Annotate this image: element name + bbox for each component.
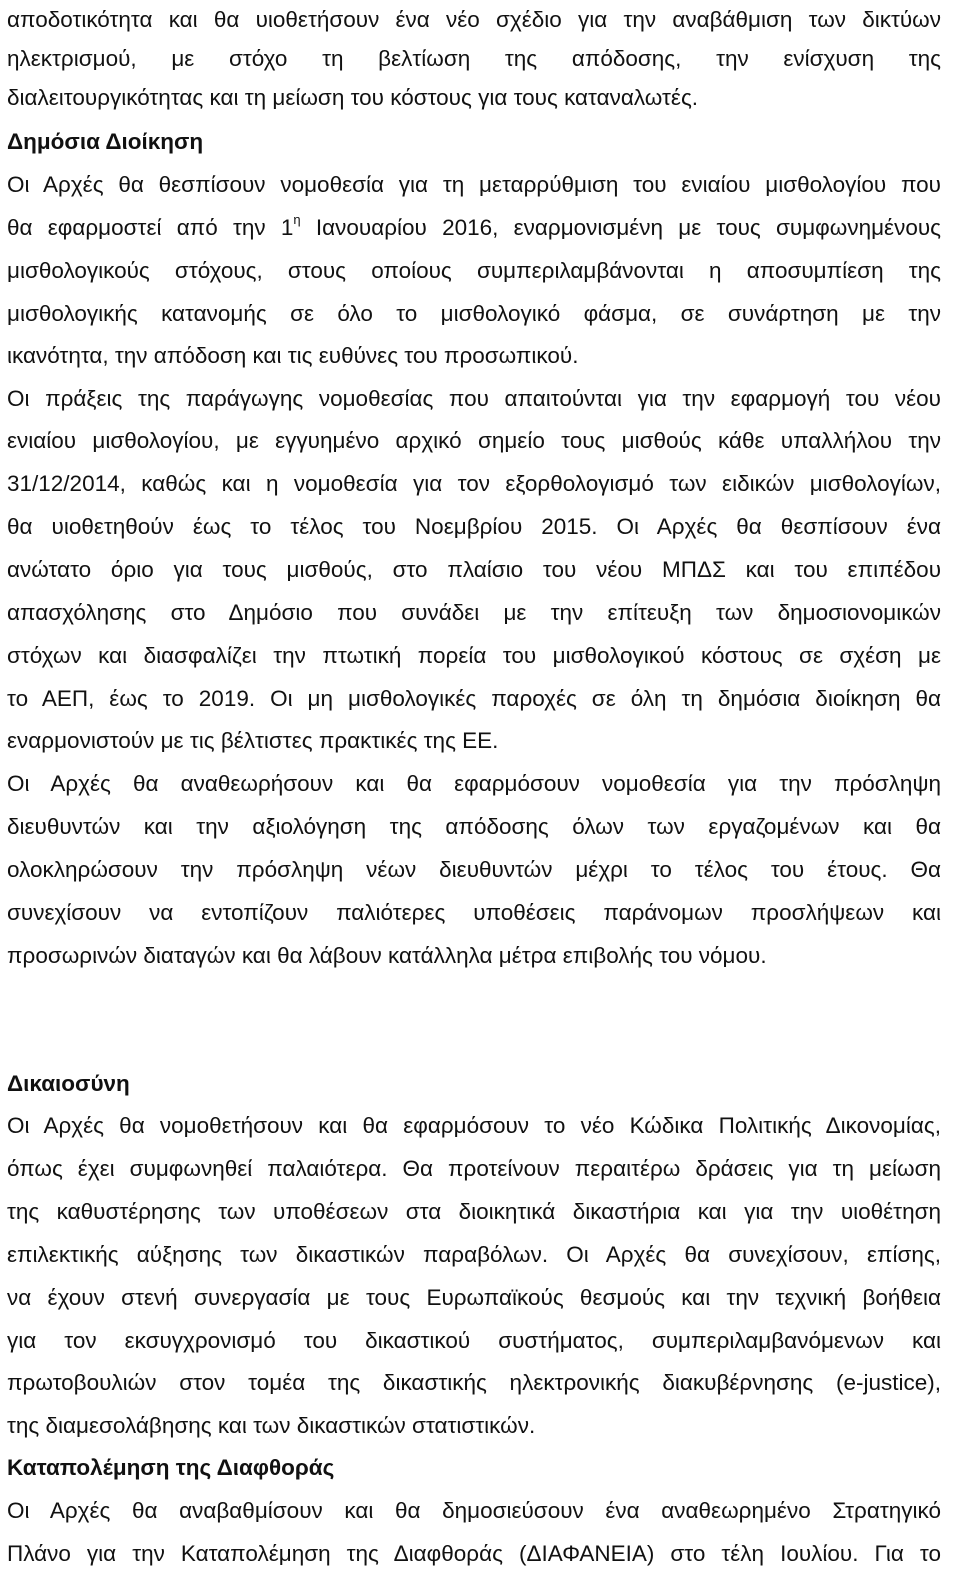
anticorruption-line-2: Πλάνο για την Καταπολέμηση της Διαφθοράς (ΔΙΑΦΑΝΕΙΑ) στο τέλη Ιουλίου. Για το [7,1541,941,1566]
public-admin-line-2: θα εφαρμοστεί από την $1^\eta$ Ιανουαρίου 2016, εναρμονισμένη με τους συμφωνημένους [7,211,941,240]
public-admin-line-1: Οι Αρχές θα θεσπίσουν νομοθεσία για τη μεταρρύθμιση του ενιαίου μισθολογίου που [7,172,941,197]
intro-line-1: αποδοτικότητα και θα υιοθετήσουν ένα νέο σχέδιο για την αναβάθμιση των δικτύων [7,7,941,32]
public-admin-line-10: ανώτατο όριο για τους μισθούς, στο πλαίσιο του νέου ΜΠΔΣ και του επιπέδου [7,557,941,582]
public-admin-line-15: Οι Αρχές θα αναθεωρήσουν και θα εφαρμόσουν νομοθεσία για την πρόσληψη [7,771,941,796]
ordinal-superscript: η [293,211,301,227]
justice-line-6: για τον εκσυγχρονισμό του δικαστικού συστήματος, συμπεριλαμβανόμενων και [7,1328,941,1353]
anticorruption-line-1: Οι Αρχές θα αναβαθμίσουν και θα δημοσιεύσουν ένα αναθεωρημένο Στρατηγικό [7,1498,941,1523]
public-admin-line-18: συνεχίσουν να εντοπίζουν παλιότερες υποθέσεις παράνομων προσλήψεων και [7,900,941,925]
intro-line-3: διαλειτουργικότητας και τη μείωση του κόστους για τους καταναλωτές. [7,85,699,110]
public-admin-line-5: ικανότητα, την απόδοση και τις ευθύνες του προσωπικού. [7,343,579,368]
section-heading-justice: Δικαιοσύνη [7,1071,130,1096]
public-admin-line-4: μισθολογικής κατανομής σε όλο το μισθολογικό φάσμα, σε συνάρτηση με την [7,301,941,326]
public-admin-line-14: εναρμονιστούν με τις βέλτιστες πρακτικές της ΕΕ. [7,728,499,753]
justice-line-4: επιλεκτικής αύξησης των δικαστικών παραβόλων. Οι Αρχές θα συνεχίσουν, επίσης, [7,1242,941,1267]
justice-line-1: Οι Αρχές θα νομοθετήσουν και θα εφαρμόσουν το νέο Κώδικα Πολιτικής Δικονομίας, [7,1113,941,1138]
justice-line-8: της διαμεσολάβησης και των δικαστικών στατιστικών. [7,1413,536,1438]
public-admin-line-13: το ΑΕΠ, έως το 2019. Οι μη μισθολογικές παροχές σε όλη τη δημόσια διοίκηση θα [7,686,941,711]
public-admin-line-9: θα υιοθετηθούν έως το τέλος του Νοεμβρίου 2015. Οι Αρχές θα θεσπίσουν ένα [7,514,941,539]
public-admin-line-19: προσωρινών διαταγών και θα λάβουν κατάλληλα μέτρα επιβολής του νόμου. [7,943,767,968]
section-heading-anticorruption: Καταπολέμηση της Διαφθοράς [7,1455,335,1480]
public-admin-line-12: στόχων και διασφαλίζει την πτωτική πορεία του μισθολογικού κόστους σε σχέση με [7,643,941,668]
public-admin-line-16: διευθυντών και την αξιολόγηση της απόδοσης όλων των εργαζομένων και θα [7,814,941,839]
public-admin-line-7: ενιαίου μισθολογίου, με εγγυημένο αρχικό σημείο τους μισθούς κάθε υπαλλήλου την [7,428,941,453]
public-admin-line-8: 31/12/2014, καθώς και η νομοθεσία για τον εξορθολογισμό των ειδικών μισθολογίων, [7,471,941,496]
justice-line-5: να έχουν στενή συνεργασία με τους Ευρωπαϊκούς θεσμούς και την τεχνική βοήθεια [7,1285,941,1310]
public-admin-line-3: μισθολογικούς στόχους, στους οποίους συμπεριλαμβάνονται η αποσυμπίεση της [7,258,941,283]
public-admin-line-11: απασχόλησης στο Δημόσιο που συνάδει με την επίτευξη των δημοσιονομικών [7,600,941,625]
public-admin-line-6: Οι πράξεις της παράγωγης νομοθεσίας που απαιτούνται για την εφαρμογή του νέου [7,386,941,411]
justice-line-2: όπως έχει συμφωνηθεί παλαιότερα. Θα προτείνουν περαιτέρω δράσεις για τη μείωση [7,1156,941,1181]
justice-line-7: πρωτοβουλιών στον τομέα της δικαστικής ηλεκτρονικής διακυβέρνησης (e-justice), [7,1370,941,1395]
justice-line-3: της καθυστέρησης των υποθέσεων στα διοικητικά δικαστήρια και για την υιοθέτηση [7,1199,941,1224]
public-admin-line-17: ολοκληρώσουν την πρόσληψη νέων διευθυντών μέχρι το τέλος του έτους. Θα [7,857,941,882]
intro-line-2: ηλεκτρισμού, με στόχο τη βελτίωση της απόδοσης, την ενίσχυση της [7,46,941,71]
section-heading-public-admin: Δημόσια Διοίκηση [7,129,204,154]
